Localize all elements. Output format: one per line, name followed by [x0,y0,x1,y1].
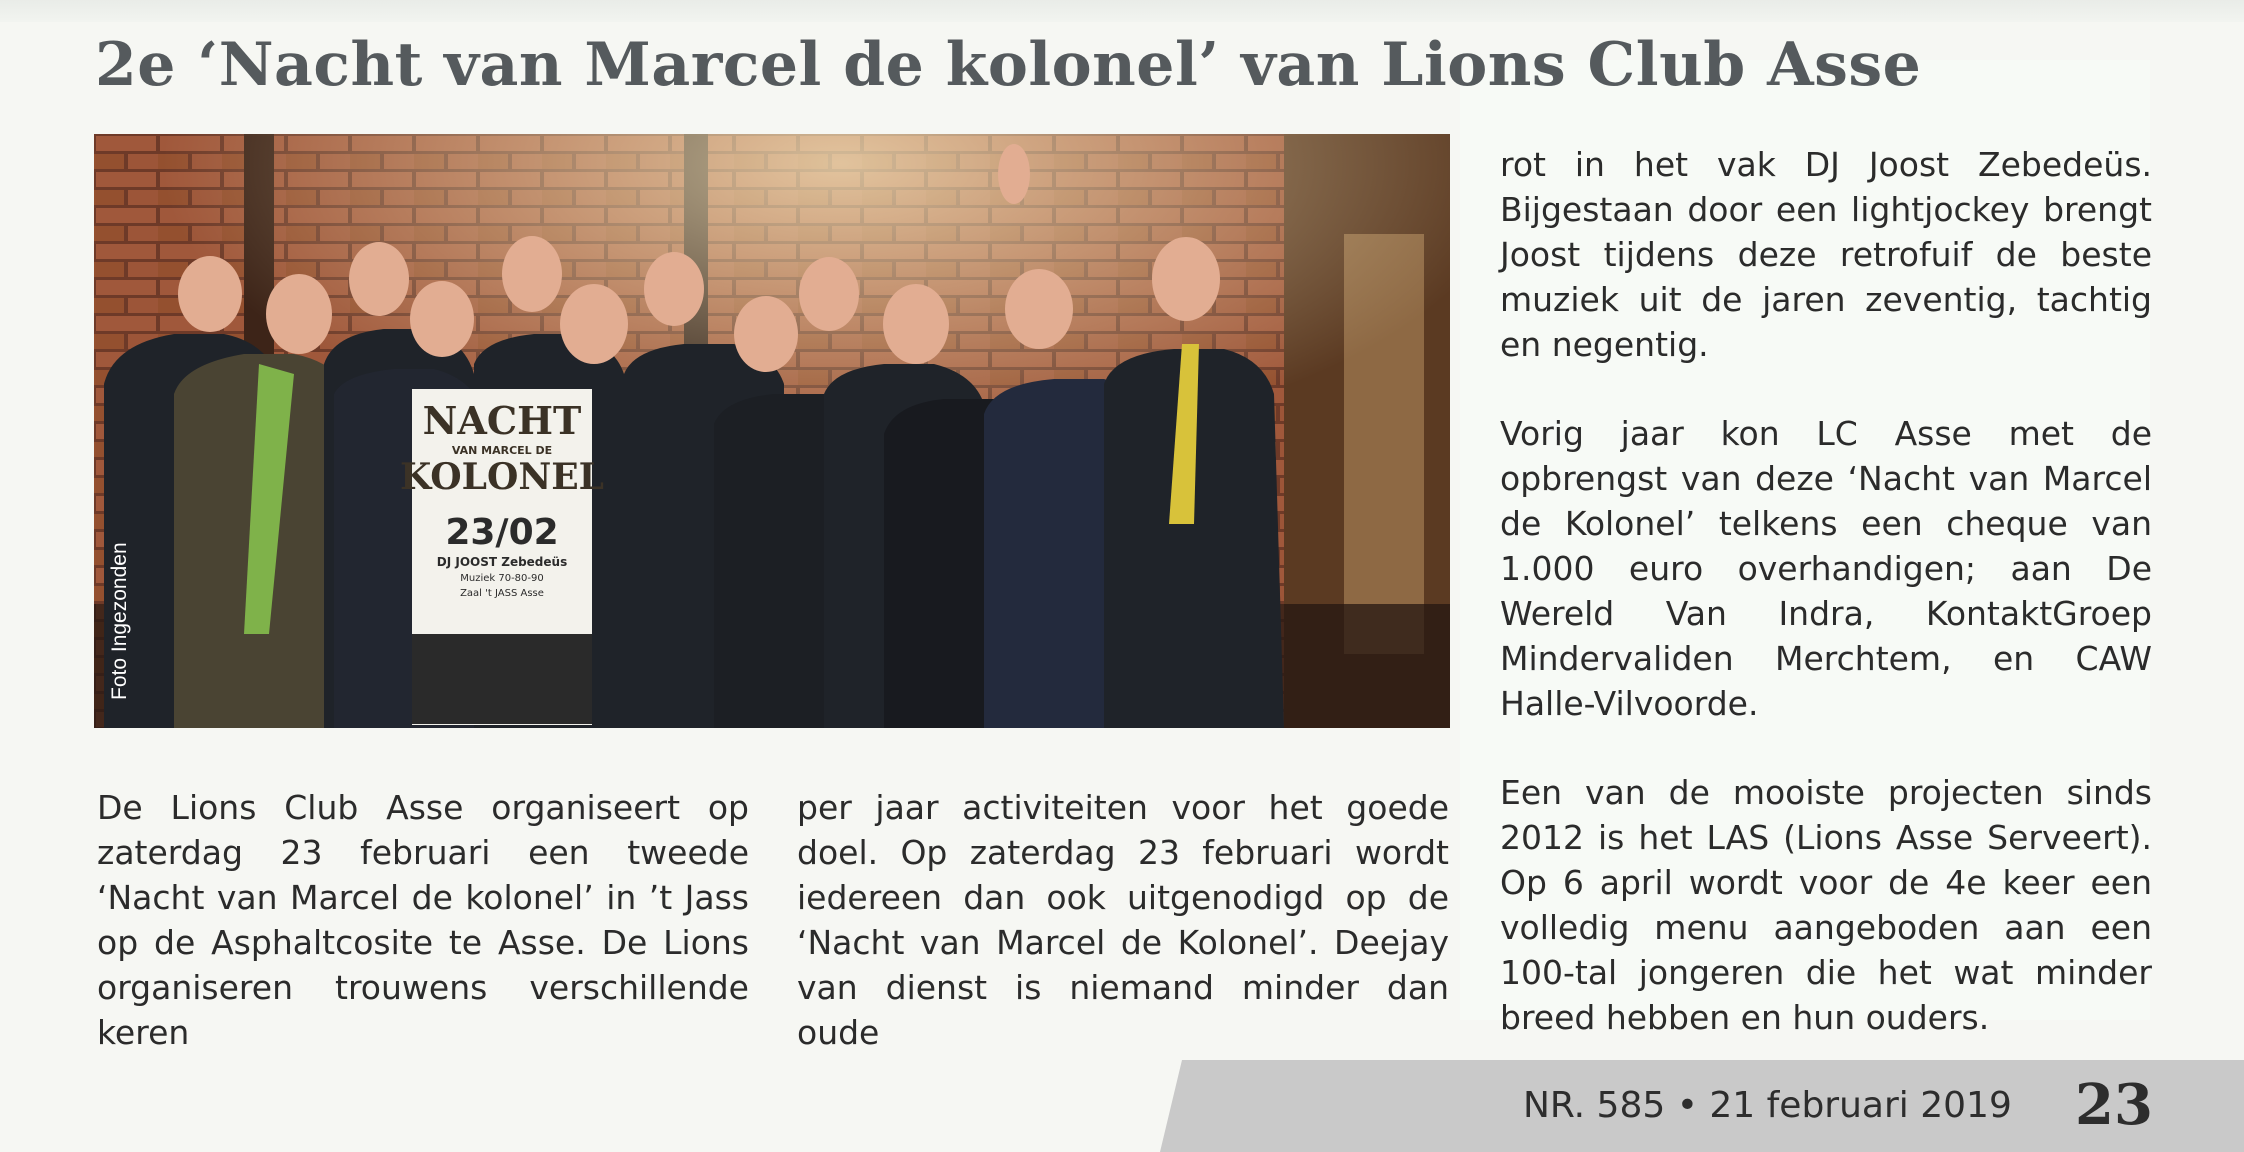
photo-credit: Foto Ingezonden [108,542,131,700]
paragraph: De Lions Club Asse organiseert op zaterdag 23 februari een tweede ‘Nacht van Marcel de kolonel’ in ’t Jass op de Asphaltcosite te Asse. De Lions organiseren trouwens verschillende keren [97,788,749,1052]
poster-title-line2: VAN MARCEL DE [451,444,553,457]
paragraph: per jaar activiteiten voor het goede doel. Op zaterdag 23 februari wordt iedereen dan ook uitgenodigd op de ‘Nacht van Marcel de Kolonel’. Deejay van dienst is niemand minder dan oude [797,788,1449,1052]
text-column-1 [97,785,749,1055]
page-top-strip [0,0,2244,22]
poster-music: Muziek 70-80-90 [460,573,544,584]
poster-date: 23/02 [445,512,559,553]
paragraph: rot in het vak DJ Joost Zebedeüs. Bijgestaan door een lightjockey brengt Joost tijdens deze retrofuif de beste muziek uit de jaren zeventig, tachtig en negentig. [1500,145,2152,364]
page-number: 23 [2075,1072,2153,1138]
poster-title-line3: KOLONEL [399,456,605,498]
poster-venue: Zaal 't JASS Asse [460,588,544,599]
poster-dj: DJ JOOST Zebedeüs [436,555,568,569]
paragraph: Een van de mooiste projecten sinds 2012 is het LAS (Lions Asse Serveert). Op 6 april wordt voor de 4e keer een volledig menu aangeboden aan een 100-tal jongeren die het wat minder breed hebben en hun ouders. [1500,773,2152,1037]
article-title: 2e ‘Nacht van Marcel de kolonel’ van Lions Club Asse [95,30,1922,100]
text-column-3 [1500,142,2152,1040]
issue-info: NR. 585 • 21 februari 2019 [1523,1085,2012,1126]
poster-title-line1: NACHT [422,398,582,443]
paragraph: Vorig jaar kon LC Asse met de opbrengst van deze ‘Nacht van Marcel de Kolonel’ telkens een cheque van 1.000 euro overhandigen; aan De Wereld Van Indra, KontaktGroep Mindervaliden Merchtem, en CAW Halle-Vilvoorde. [1500,414,2152,723]
text-column-2 [797,785,1449,1055]
group-photo [94,134,1450,728]
